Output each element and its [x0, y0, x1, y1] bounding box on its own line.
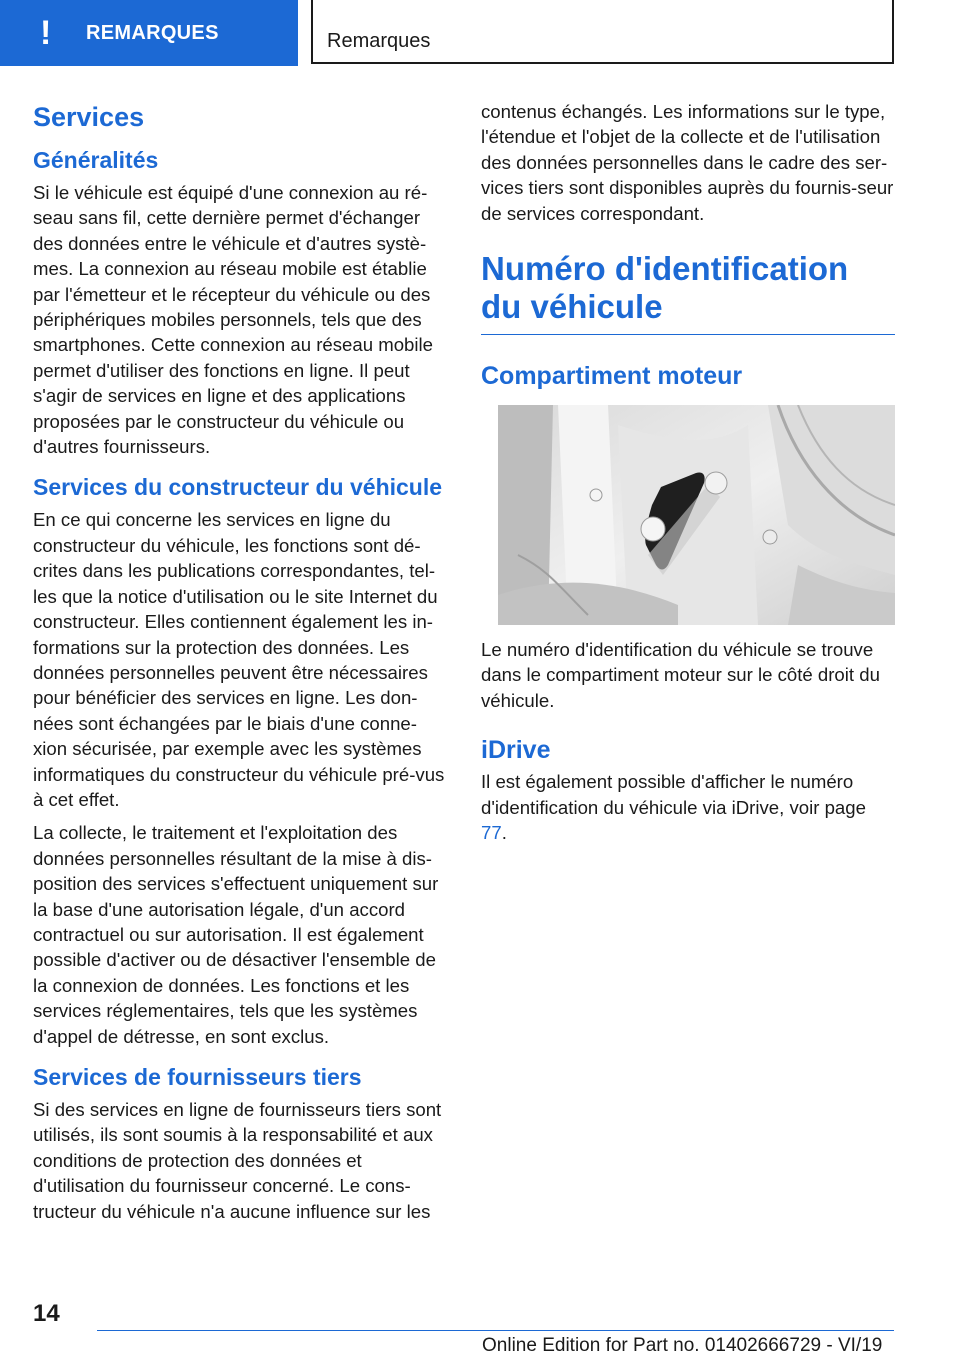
heading-compartiment-moteur: Compartiment moteur [481, 362, 743, 391]
section-title-vin: Numéro d'identification du véhicule [481, 250, 895, 335]
page-number: 14 [33, 1300, 60, 1327]
section-title-services: Services [33, 102, 145, 132]
chapter-tab-label: REMARQUES [86, 21, 219, 44]
exclamation-icon: ! [40, 13, 52, 52]
paragraph-idrive [481, 769, 895, 845]
footer-edition: Online Edition for Part no. 01402666729 - VI/19 [482, 1335, 883, 1356]
paragraph-constructeur-2: La collecte, le traitement et l'exploitation des données personnelles résultant de la mise à dis-position des services s'effectuent uniquement sur la base d'une autorisation légale, d'un accord contractuel ou sur autorisation. Il est également possible d'activer ou de désactiver l'ensemble de la connexion de données. Les fonctions et les services réglementaires, tels que les systèmes d'appel de détresse, en sont exclus. [33, 822, 439, 1047]
paragraph-constructeur-1: En ce qui concerne les services en ligne du constructeur du véhicule, les fonctions sont dé-crites dans les publications correspondantes, tel-les que la notice d'utilisation ou le site Internet du constructeur. Elles contiennent également les in-formations sur la protection des données. Les données personnelles peuvent être nécessaires pour bénéficier des services en ligne. Les don-nées sont échangées par le biais d'une conne-xion sécurisée, par exemple avec les systèmes informatiques du constructeur du véhicule pré-vus à cet effet. [33, 509, 445, 810]
paragraph-tiers-continued: contenus échangés. Les informations sur le type, l'étendue et l'objet de la collecte et de l'utilisation des données personnelles dans le cadre des ser-vices tiers sont disponibles auprès du fournis-seur de services correspondant. [481, 101, 894, 224]
heading-generalites: Généralités [33, 147, 159, 173]
footer-rule [97, 1330, 894, 1331]
chapter-tab[interactable] [0, 0, 298, 66]
heading-services-tiers: Services de fournisseurs tiers [33, 1064, 362, 1090]
breadcrumb: Remarques [311, 0, 894, 64]
paragraph-generalites: Si le véhicule est équipé d'une connexion au ré-seau sans fil, cette dernière permet d'échanger des données entre le véhicule et d'autres systè-mes. La connexion au réseau mobile est établie par l'émetteur et le récepteur du véhicule ou des périphériques mobiles personnels, tels que des smartphones. Cette connexion au réseau mobile permet d'utiliser des fonctions en ligne. Il peut s'agir de services en ligne et des applications proposées par le constructeur du véhicule ou d'autres fournisseurs. [33, 182, 434, 458]
idrive-text-end: . [501, 822, 507, 844]
left-column [33, 100, 449, 1232]
paragraph-tiers: Si des services en ligne de fournisseurs tiers sont utilisés, ils sont soumis à la responsabilité et aux conditions de protection des données et d'utilisation du fournisseur concerné. Le cons-tructeur du véhicule n'a aucune influence sur les [33, 1099, 442, 1222]
engine-compartment-image [498, 405, 895, 625]
right-column [481, 99, 895, 853]
paragraph-compartiment: Le numéro d'identification du véhicule se trouve dans le compartiment moteur sur le côté droit du véhicule. [481, 639, 880, 711]
heading-services-constructeur: Services du constructeur du véhicule [33, 474, 443, 501]
heading-idrive: iDrive [481, 736, 551, 765]
page-77-link[interactable]: 77 [481, 822, 502, 844]
idrive-text: Il est également possible d'afficher le numéro d'identification du véhicule via iDrive, voir page [481, 771, 866, 818]
